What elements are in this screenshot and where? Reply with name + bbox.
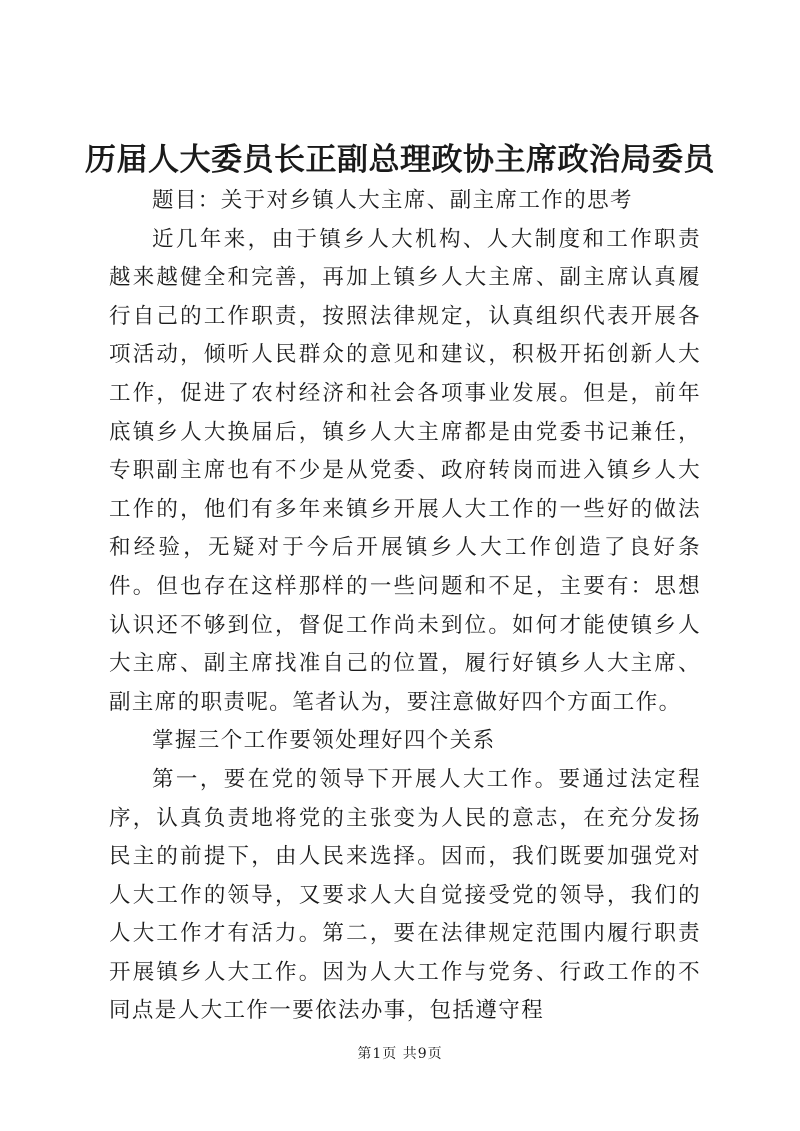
section-heading: 掌握三个工作要领处理好四个关系 (152, 728, 496, 754)
topic-line: 题目：关于对乡镇人大主席、副主席工作的思考 (152, 188, 633, 213)
body-paragraph: 第一，要在党的领导下开展人大工作。要通过法定程序，认真负责地将党的主张变为人民的意志，在充分发扬民主的前提下，由人民来选择。因而，我们既要加强党对人大工作的领导，又要求人大自觉接受党的领导，我们的人大工作才有活力。第二，要在法律规定范围内履行职责开展镇乡人大工作。因为人大工作与党务、行政工作的不同点是人大工作一要依法办事，包括遵守程 (109, 766, 701, 1024)
document-body (109, 182, 701, 1031)
document-title: 历届人大委员长正副总理政协主席政治局委员 (85, 142, 715, 178)
intro-paragraph: 近几年来，由于镇乡人大机构、人大制度和工作职责越来越健全和完善，再加上镇乡人大主席、副主席认真履行自己的工作职责，按照法律规定，认真组织代表开展各项活动，倾听人民群众的意见和建议，积极开拓创新人大工作，促进了农村经济和社会各项事业发展。但是，前年底镇乡人大换届后，镇乡人大主席都是由党委书记兼任，专职副主席也有不少是从党委、政府转岗而进入镇乡人大工作的，他们有多年来镇乡开展人大工作的一些好的做法和经验，无疑对于今后开展镇乡人大工作创造了良好条件。但也存在这样那样的一些问题和不足，主要有：思想认识还不够到位，督促工作尚未到位。如何才能使镇乡人大主席、副主席找准自己的位置，履行好镇乡人大主席、副主席的职责呢。笔者认为，要注意做好四个方面工作。 (109, 226, 701, 715)
page-footer: 第1页 共9页 (357, 1046, 443, 1062)
